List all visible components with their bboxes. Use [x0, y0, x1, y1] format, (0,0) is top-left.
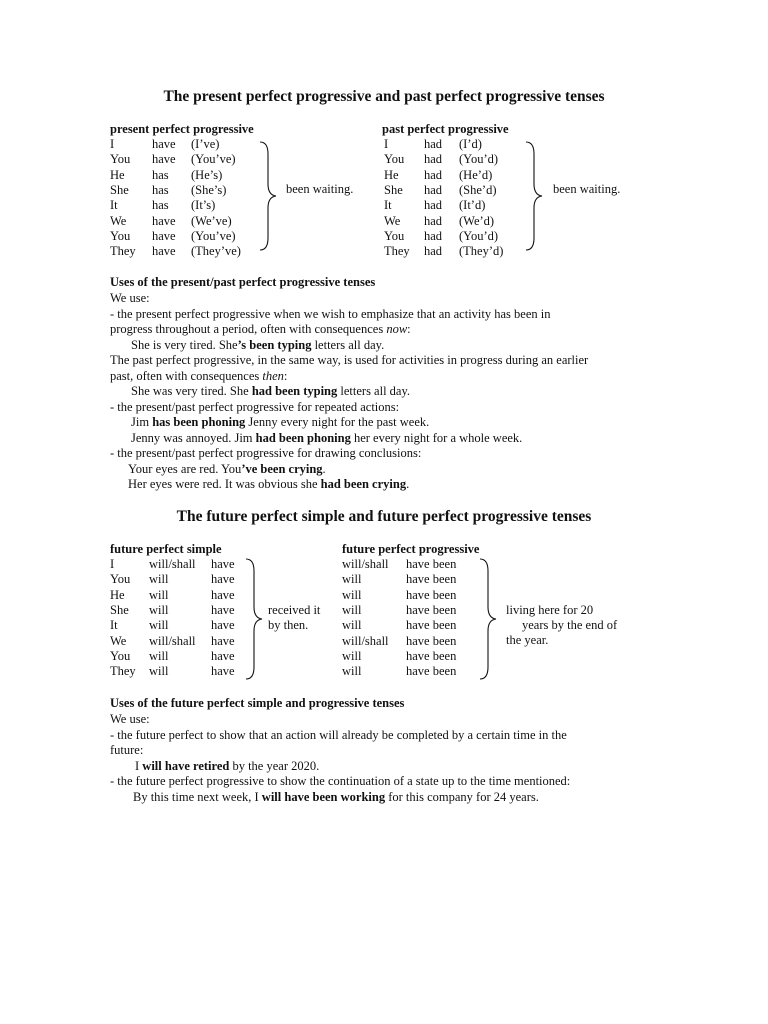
text-segment: letters all day. — [311, 338, 385, 352]
pronoun: He — [110, 168, 125, 182]
text-segment: By this time next week, I — [133, 790, 262, 804]
future-perfect-simple-suffix-line1: received it — [268, 603, 321, 617]
contraction: (She’s) — [191, 183, 227, 197]
auxiliary-verb: will — [342, 618, 362, 632]
text-segment: her every night for a whole week. — [350, 431, 523, 445]
contraction: (I’ve) — [191, 137, 220, 151]
auxiliary-verb: will — [342, 649, 362, 663]
text-segment: : — [283, 369, 288, 383]
past-perfect-progressive-heading: past perfect progressive — [382, 122, 509, 136]
present-perfect-progressive-suffix: been waiting. — [286, 182, 354, 196]
main-verb: have — [211, 557, 235, 571]
pronoun: You — [110, 649, 131, 663]
pronoun: I — [110, 557, 115, 571]
right-brace-icon — [258, 140, 280, 252]
auxiliary-verb: will — [342, 572, 362, 586]
main-verb: have been — [406, 557, 457, 571]
text-line — [131, 384, 410, 399]
text-line — [110, 712, 150, 727]
emphasized-example: will have retired — [142, 759, 230, 773]
contraction: (You’ve) — [191, 229, 236, 243]
contraction: (I’d) — [459, 137, 482, 151]
auxiliary-verb: had — [424, 244, 443, 258]
text-segment: future: — [110, 743, 144, 757]
text-segment: Jenny was annoyed. Jim — [131, 431, 256, 445]
text-segment: We use: — [110, 712, 150, 726]
text-line — [131, 431, 522, 446]
right-brace-icon — [524, 140, 546, 252]
future-perfect-simple-suffix-line2: by then. — [268, 618, 309, 632]
main-verb: have — [211, 588, 235, 602]
future-perfect-progressive-suffix-line1: living here for 20 — [506, 603, 594, 617]
text-line — [110, 291, 150, 306]
present-perfect-progressive-heading: present perfect progressive — [110, 122, 254, 136]
emphasized-example: had been typing — [251, 384, 338, 398]
text-line — [110, 400, 399, 415]
main-verb: have — [211, 572, 235, 586]
main-verb: have been — [406, 664, 457, 678]
italic-term: then — [262, 369, 284, 383]
text-segment: past, often with consequences — [110, 369, 263, 383]
pronoun: She — [110, 183, 129, 197]
text-segment: The past perfect progressive, in the same way, is used for activities in progress during an earlier — [110, 353, 589, 367]
pronoun: I — [110, 137, 115, 151]
auxiliary-verb: have — [152, 244, 176, 258]
auxiliary-verb: had — [424, 229, 443, 243]
main-verb: have been — [406, 588, 457, 602]
auxiliary-verb: will — [342, 603, 362, 617]
auxiliary-verb: will — [149, 618, 169, 632]
auxiliary-verb: have — [152, 152, 176, 166]
pronoun: It — [110, 198, 118, 212]
uses2-heading: Uses of the future perfect simple and progressive tenses — [110, 696, 405, 710]
pronoun: It — [110, 618, 118, 632]
text-line — [128, 477, 409, 492]
right-brace-icon — [478, 557, 500, 681]
future-perfect-progressive-suffix-line3: the year. — [506, 633, 549, 647]
text-segment: Jenny every night for the past week. — [245, 415, 430, 429]
contraction: (You’ve) — [191, 152, 236, 166]
contraction: (She’d) — [459, 183, 497, 197]
text-segment: I — [135, 759, 143, 773]
main-verb: have — [211, 664, 235, 678]
text-line — [110, 728, 567, 743]
future-perfect-progressive-heading: future perfect progressive — [342, 542, 480, 556]
right-brace-icon — [244, 557, 266, 681]
pronoun: We — [384, 214, 401, 228]
main-verb: have been — [406, 572, 457, 586]
past-perfect-progressive-suffix: been waiting. — [553, 182, 621, 196]
pronoun: We — [110, 634, 127, 648]
pronoun: You — [110, 229, 131, 243]
text-line — [135, 759, 319, 774]
pronoun: They — [110, 664, 136, 678]
text-line — [110, 353, 588, 368]
contraction: (We’ve) — [191, 214, 232, 228]
auxiliary-verb: will/shall — [149, 634, 196, 648]
main-verb: have been — [406, 634, 457, 648]
pronoun: You — [110, 152, 131, 166]
text-segment: progress throughout a period, often with consequences — [110, 322, 387, 336]
contraction: (They’d) — [459, 244, 504, 258]
contraction: (They’ve) — [191, 244, 241, 258]
main-verb: have been — [406, 618, 457, 632]
pronoun: He — [110, 588, 125, 602]
auxiliary-verb: will — [149, 649, 169, 663]
auxiliary-verb: will — [149, 603, 169, 617]
pronoun: You — [384, 229, 405, 243]
contraction: (It’s) — [191, 198, 216, 212]
auxiliary-verb: will/shall — [342, 557, 389, 571]
auxiliary-verb: have — [152, 229, 176, 243]
emphasized-example: ’s been typing — [237, 338, 312, 352]
text-segment: letters all day. — [337, 384, 411, 398]
emphasized-example: will have been working — [261, 790, 386, 804]
contraction: (It’d) — [459, 198, 486, 212]
main-verb: have — [211, 649, 235, 663]
text-segment: We use: — [110, 291, 150, 305]
emphasized-example: had been phoning — [255, 431, 351, 445]
main-verb: have been — [406, 603, 457, 617]
text-line — [110, 774, 570, 789]
pronoun: She — [110, 603, 129, 617]
auxiliary-verb: will — [149, 572, 169, 586]
auxiliary-verb: will — [149, 664, 169, 678]
future-perfect-progressive-suffix-line2: years by the end of — [522, 618, 618, 632]
text-line — [110, 743, 143, 758]
text-line — [131, 415, 429, 430]
text-line — [128, 462, 326, 477]
auxiliary-verb: had — [424, 152, 443, 166]
text-segment: for this company for 24 years. — [385, 790, 539, 804]
pronoun: He — [384, 168, 399, 182]
text-segment: - the present/past perfect progressive for drawing conclusions: — [110, 446, 422, 460]
text-line — [131, 338, 384, 353]
contraction: (You’d) — [459, 229, 499, 243]
pronoun: She — [384, 183, 403, 197]
text-segment: - the present/past perfect progressive for repeated actions: — [110, 400, 400, 414]
text-segment: - the present perfect progressive when we wish to emphasize that an activity has been in — [110, 307, 551, 321]
auxiliary-verb: has — [152, 183, 169, 197]
text-segment: . — [406, 477, 410, 491]
text-line — [133, 790, 539, 805]
uses1-heading: Uses of the present/past perfect progressive tenses — [110, 275, 376, 289]
pronoun: It — [384, 198, 392, 212]
auxiliary-verb: will/shall — [149, 557, 196, 571]
auxiliary-verb: had — [424, 198, 443, 212]
auxiliary-verb: will — [342, 664, 362, 678]
main-verb: have — [211, 634, 235, 648]
emphasized-example: ’ve been crying — [241, 462, 323, 476]
text-segment: Jim — [131, 415, 153, 429]
auxiliary-verb: will — [342, 588, 362, 602]
text-segment: by the year 2020. — [229, 759, 320, 773]
auxiliary-verb: will/shall — [342, 634, 389, 648]
auxiliary-verb: had — [424, 137, 443, 151]
auxiliary-verb: has — [152, 168, 169, 182]
pronoun: They — [110, 244, 136, 258]
auxiliary-verb: had — [424, 183, 443, 197]
text-segment: Your eyes are red. You — [128, 462, 242, 476]
future-perfect-simple-heading: future perfect simple — [110, 542, 222, 556]
main-verb: have been — [406, 649, 457, 663]
pronoun: We — [110, 214, 127, 228]
auxiliary-verb: have — [152, 137, 176, 151]
contraction: (We’d) — [459, 214, 495, 228]
text-segment: Her eyes were red. It was obvious she — [128, 477, 321, 491]
main-verb: have — [211, 603, 235, 617]
pronoun: You — [384, 152, 405, 166]
auxiliary-verb: will — [149, 588, 169, 602]
text-line — [110, 322, 411, 337]
section1-title: The present perfect progressive and past perfect progressive tenses — [163, 88, 605, 105]
auxiliary-verb: have — [152, 214, 176, 228]
pronoun: I — [384, 137, 389, 151]
main-verb: have — [211, 618, 235, 632]
text-segment: - the future perfect to show that an action will already be completed by a certain time in the — [110, 728, 567, 742]
text-segment: : — [407, 322, 411, 336]
auxiliary-verb: had — [424, 214, 443, 228]
contraction: (He’d) — [459, 168, 493, 182]
italic-term: now — [386, 322, 408, 336]
emphasized-example: had been crying — [320, 477, 407, 491]
emphasized-example: has been phoning — [152, 415, 246, 429]
text-line — [110, 307, 550, 322]
section2-title: The future perfect simple and future perfect progressive tenses — [176, 508, 592, 525]
text-segment: She is very tired. She — [131, 338, 238, 352]
text-line — [110, 369, 287, 384]
contraction: (He’s) — [191, 168, 223, 182]
text-segment: - the future perfect progressive to show the continuation of a state up to the time mentioned: — [110, 774, 571, 788]
text-segment: . — [322, 462, 326, 476]
pronoun: They — [384, 244, 410, 258]
auxiliary-verb: had — [424, 168, 443, 182]
text-segment: She was very tired. She — [131, 384, 252, 398]
pronoun: You — [110, 572, 131, 586]
contraction: (You’d) — [459, 152, 499, 166]
auxiliary-verb: has — [152, 198, 169, 212]
text-line — [110, 446, 421, 461]
